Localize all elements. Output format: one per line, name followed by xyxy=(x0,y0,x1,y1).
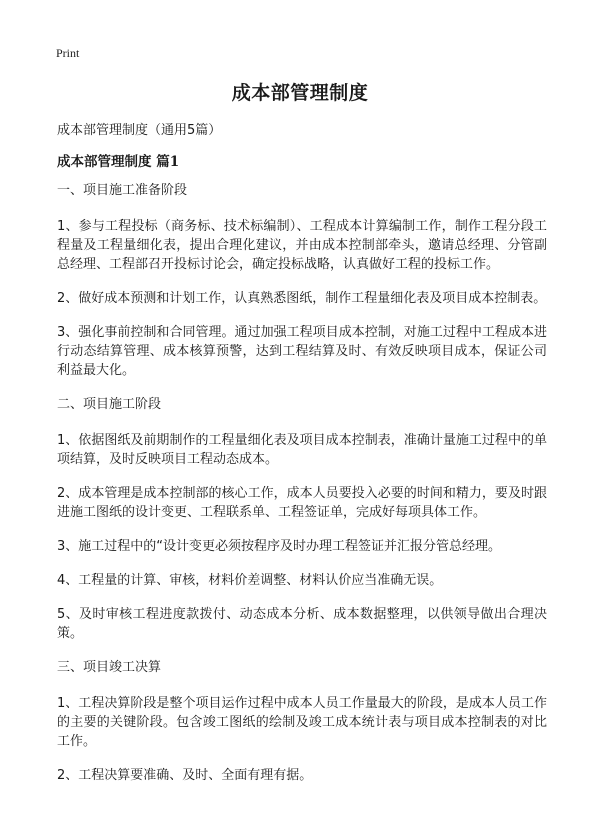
print-link[interactable]: Print xyxy=(56,46,80,60)
paragraph: 4、工程量的计算、审核，材料价差调整、材料认价应当准确无误。 xyxy=(57,573,443,588)
paragraph: 1、工程决算阶段是整个项目运作过程中成本人员工作量最大的阶段，是成本人员工作的主要的关键阶段。包含竣工图纸的绘制及竣工成本统计表与项目成本控制表的对比工作。 xyxy=(57,696,547,749)
paragraph: 2、做好成本预测和计划工作，认真熟悉图纸，制作工程量细化表及项目成本控制表。 xyxy=(57,291,547,306)
paragraph: 2、成本管理是成本控制部的核心工作，成本人员要投入必要的时间和精力，要及时跟进施工图纸的设计变更、工程联系单、工程签证单，完成好每项具体工作。 xyxy=(57,486,547,520)
part-heading: 二、项目施工阶段 xyxy=(57,397,162,412)
paragraph: 5、及时审核工程进度款拨付、动态成本分析、成本数据整理，以供领导做出合理决策。 xyxy=(57,607,547,641)
document-body xyxy=(57,181,547,800)
part-heading: 一、项目施工准备阶段 xyxy=(57,183,188,198)
part-heading: 三、项目竣工决算 xyxy=(57,660,162,675)
paragraph: 1、参与工程投标（商务标、技术标编制）、工程成本计算编制工作，制作工程分段工程量及工程量细化表，提出合理化建议，并由成本控制部牵头，邀请总经理、分管副总经理、工程部召开投标讨论会，确定投标战略，认真做好工程的投标工作。 xyxy=(57,219,547,272)
section-title: 成本部管理制度 篇1 xyxy=(57,154,180,170)
paragraph: 1、依据图纸及前期制作的工程量细化表及项目成本控制表，准确计量施工过程中的单项结算，及时反映项目工程动态成本。 xyxy=(57,433,547,467)
paragraph: 3、施工过程中的“设计变更必须按程序及时办理工程签证并汇报分管总经理。 xyxy=(57,539,502,554)
paragraph: 2、工程决算要准确、及时、全面有理有据。 xyxy=(57,768,313,783)
document-subtitle: 成本部管理制度（通用5篇） xyxy=(57,123,222,138)
document-title: 成本部管理制度 xyxy=(231,82,369,104)
paragraph: 3、强化事前控制和合同管理。通过加强工程项目成本控制，对施工过程中工程成本进行动态结算管理、成本核算预警，达到工程结算及时、有效反映项目成本，保证公司利益最大化。 xyxy=(57,325,547,378)
